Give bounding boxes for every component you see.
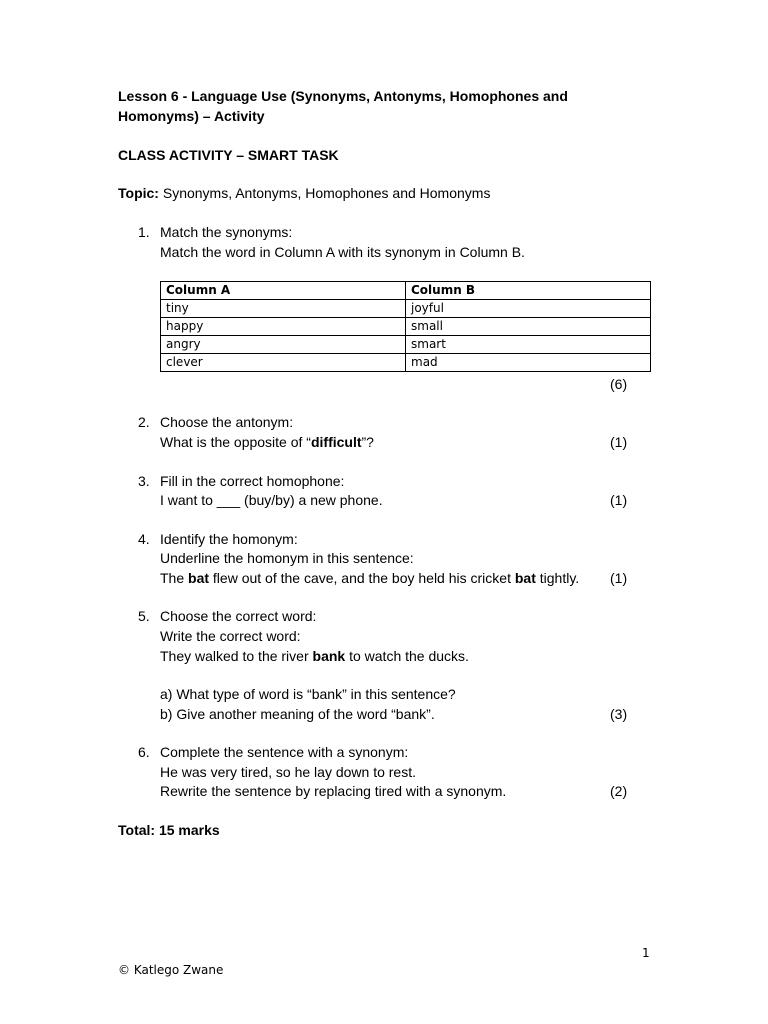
question-prompt: Choose the antonym: [160, 414, 294, 430]
table-cell: smart [406, 336, 651, 354]
question-instruction: Write the correct word: [160, 628, 301, 644]
sub-question-b: b) Give another meaning of the word “bank”. [160, 706, 435, 722]
bold-word: bat [514, 570, 536, 586]
question-marks: (3) [610, 706, 628, 722]
bold-word: difficult [310, 434, 362, 450]
topic-label: Topic: [118, 185, 159, 201]
table-cell: clever [161, 354, 406, 372]
table-cell: happy [161, 318, 406, 336]
synonym-table [160, 281, 651, 372]
question-number: 4. [138, 531, 150, 547]
text-segment: flew out of the cave, and the boy held his cricket [209, 570, 515, 586]
question-prompt: Choose the correct word: [160, 608, 317, 624]
lesson-title-line1: Lesson 6 - Language Use (Synonyms, Antonyms, Homophones and [118, 88, 568, 104]
topic-line [118, 185, 490, 201]
question-line: I want to ___ (buy/by) a new phone. [160, 492, 383, 508]
table-header-row [161, 282, 651, 300]
question-marks: (1) [610, 570, 628, 586]
text-segment: The [160, 570, 189, 586]
table-cell: small [406, 318, 651, 336]
question-instruction: Rewrite the sentence by replacing tired with a synonym. [160, 783, 507, 799]
table-cell: joyful [406, 300, 651, 318]
table-row [161, 336, 651, 354]
question-prompt: Fill in the correct homophone: [160, 473, 345, 489]
bold-word: bat [188, 570, 210, 586]
text-segment: to watch the ducks. [345, 648, 469, 664]
question-marks: (6) [610, 376, 628, 392]
question-prompt: Identify the homonym: [160, 531, 298, 547]
column-b-header: Column B [406, 282, 651, 300]
question-line: He was very tired, so he lay down to rest. [160, 764, 416, 780]
column-a-header: Column A [161, 282, 406, 300]
text-segment: They walked to the river [160, 648, 313, 664]
question-marks: (1) [610, 434, 628, 450]
total-marks: Total: 15 marks [118, 822, 220, 838]
question-instruction: Match the word in Column A with its synonym in Column B. [160, 244, 525, 260]
question-line [160, 648, 469, 664]
question-number: 3. [138, 473, 150, 489]
question-number: 1. [138, 224, 150, 240]
question-marks: (1) [610, 492, 628, 508]
table-row [161, 354, 651, 372]
question-line [160, 570, 579, 586]
bold-word: bank [312, 648, 346, 664]
table-cell: angry [161, 336, 406, 354]
table-row [161, 318, 651, 336]
page-number: 1 [642, 946, 650, 960]
question-marks: (2) [610, 783, 628, 799]
table-row [161, 300, 651, 318]
class-activity-heading: CLASS ACTIVITY – SMART TASK [118, 147, 339, 163]
text-segment: What is the opposite of “ [160, 434, 311, 450]
question-line [160, 434, 374, 450]
question-number: 2. [138, 414, 150, 430]
lesson-title-line2: Homonyms) – Activity [118, 108, 265, 124]
table-cell: mad [406, 354, 651, 372]
question-instruction: Underline the homonym in this sentence: [160, 550, 414, 566]
topic-text: Synonyms, Antonyms, Homophones and Homonyms [158, 185, 491, 201]
question-prompt: Match the synonyms: [160, 224, 293, 240]
question-prompt: Complete the sentence with a synonym: [160, 744, 409, 760]
text-segment: ”? [361, 434, 374, 450]
sub-question-a: a) What type of word is “bank” in this sentence? [160, 686, 456, 702]
table-cell: tiny [161, 300, 406, 318]
question-number: 6. [138, 744, 150, 760]
copyright-footer: © Katlego Zwane [118, 963, 224, 977]
question-number: 5. [138, 608, 150, 624]
text-segment: tightly. [535, 570, 580, 586]
